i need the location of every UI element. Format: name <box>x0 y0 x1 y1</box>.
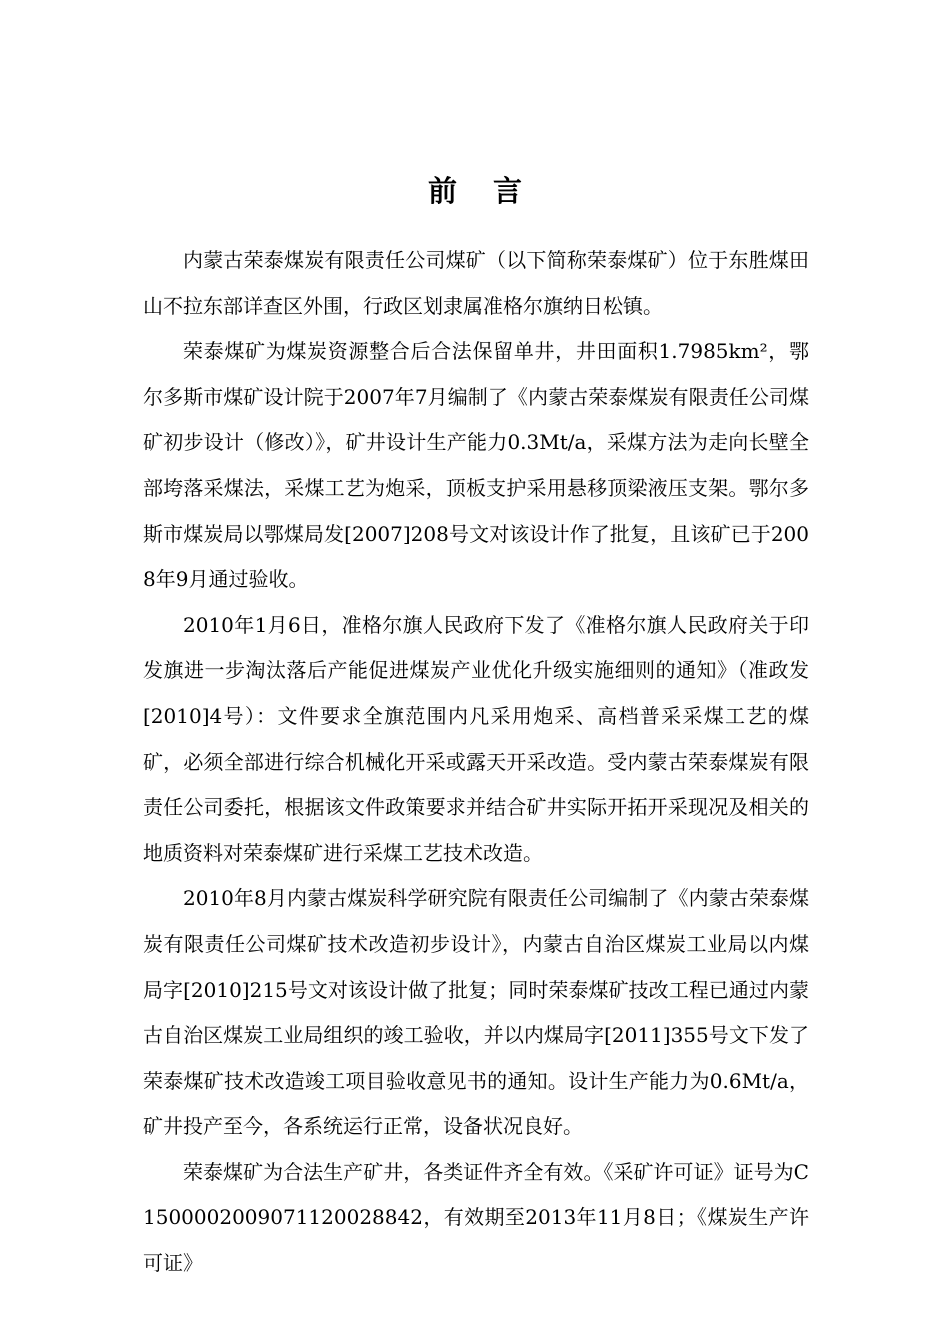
paragraph-1: 内蒙古荣泰煤炭有限责任公司煤矿（以下简称荣泰煤矿）位于东胜煤田山不拉东部详查区外围，行政区划隶属准格尔旗纳日松镇。 <box>143 248 809 318</box>
paragraph-5: 荣泰煤矿为合法生产矿井，各类证件齐全有效。《采矿许可证》证号为C1500002009071120028842，有效期至2013年11月8日；《煤炭生产许可证》 <box>143 1159 809 1276</box>
paragraph-2: 荣泰煤矿为煤炭资源整合后合法保留单井，井田面积1.7985km²，鄂尔多斯市煤矿设计院于2007年7月编制了《内蒙古荣泰煤炭有限责任公司煤矿初步设计（修改）》，矿井设计生产能力0.3Mt/a，采煤方法为走向长壁全部垮落采煤法，采煤工艺为炮采，顶板支护采用悬移顶梁液压支架。鄂尔多斯市煤炭局以鄂煤局发[2007]208号文对该设计作了批复，且该矿已于2008年9月通过验收。 <box>143 339 809 592</box>
document-body <box>143 238 809 1287</box>
page-title: 前言 <box>427 174 558 208</box>
paragraph-4: 2010年8月内蒙古煤炭科学研究院有限责任公司编制了《内蒙古荣泰煤炭有限责任公司煤矿技术改造初步设计》，内蒙古自治区煤炭工业局以内煤局字[2010]215号文对该设计做了批复；同时荣泰煤矿技改工程已通过内蒙古自治区煤炭工业局组织的竣工验收，并以内煤局字[2011]355号文下发了荣泰煤矿技术改造竣工项目验收意见书的通知。设计生产能力为0.6Mt/a，矿井投产至今，各系统运行正常，设备状况良好。 <box>143 886 809 1139</box>
paragraph-3: 2010年1月6日，准格尔旗人民政府下发了《准格尔旗人民政府关于印发旗进一步淘汰落后产能促进煤炭产业优化升级实施细则的通知》（准政发[2010]4号）：文件要求全旗范围内凡采用炮采、高档普采采煤工艺的煤矿，必须全部进行综合机械化开采或露天开采改造。受内蒙古荣泰煤炭有限责任公司委托，根据该文件政策要求并结合矿井实际开拓开采现况及相关的地质资料对荣泰煤矿进行采煤工艺技术改造。 <box>143 612 809 865</box>
